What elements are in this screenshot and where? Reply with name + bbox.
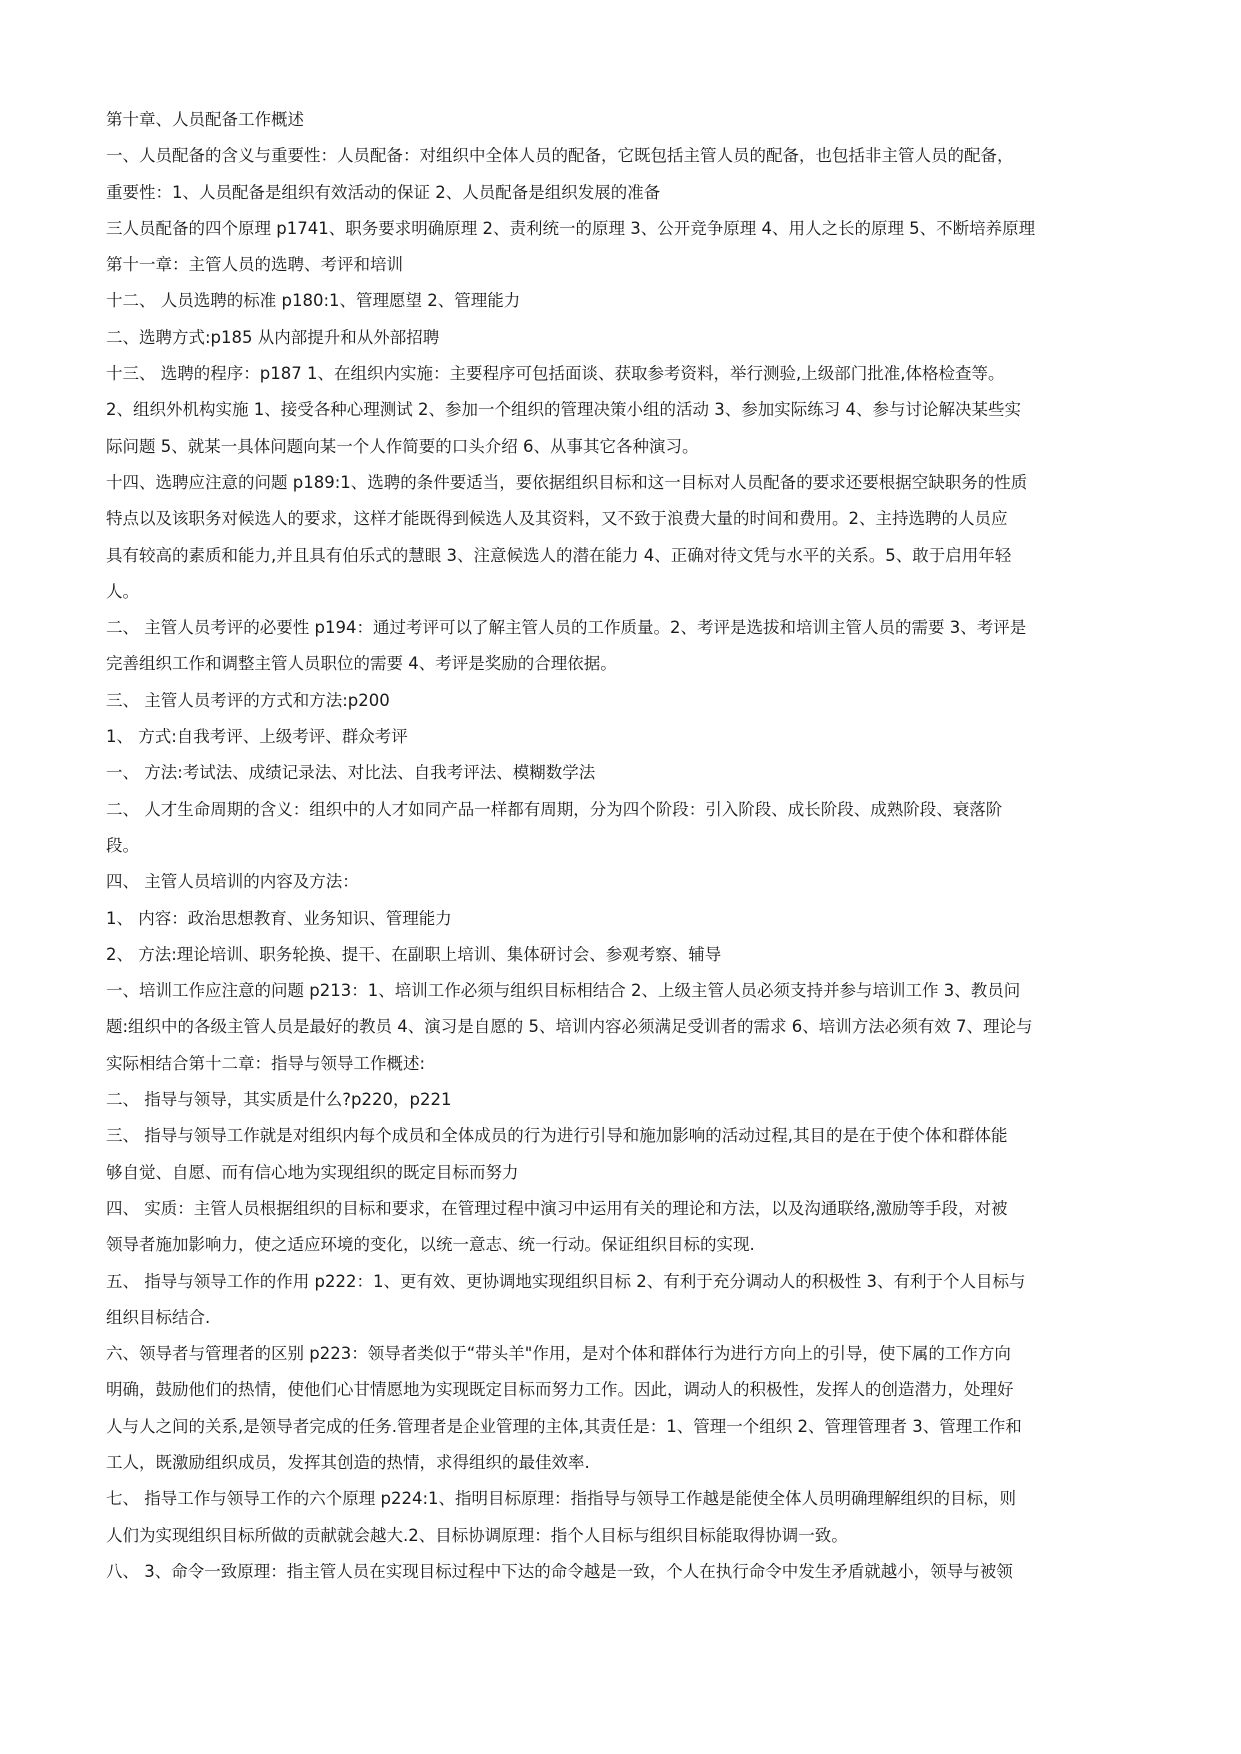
text-line: 1、 方式:自我考评、上级考评、群众考评 bbox=[106, 727, 408, 747]
text-line: 完善组织工作和调整主管人员职位的需要 4、考评是奖励的合理依据。 bbox=[106, 654, 617, 674]
text-line: 四、 主管人员培训的内容及方法： bbox=[106, 872, 359, 892]
text-line: 题:组织中的各级主管人员是最好的教员 4、演习是自愿的 5、培训内容必须满足受训者的需求 6、培训方法必须有效 7、理论与 bbox=[106, 1017, 1033, 1037]
text-line: 二、 人才生命周期的含义：组织中的人才如同产品一样都有周期，分为四个阶段：引入阶段、成长阶段、成熟阶段、衰落阶 bbox=[106, 799, 1003, 819]
text-line: 七、 指导工作与领导工作的六个原理 p224:1、指明目标原理：指指导与领导工作越是能使全体人员明确理解组织的目标，则 bbox=[106, 1489, 1017, 1509]
text-line: 具有较高的素质和能力,并且具有伯乐式的慧眼 3、注意候选人的潜在能力 4、正确对待文凭与水平的关系。5、敢于启用年轻 bbox=[106, 545, 1012, 565]
text-line: 十四、选聘应注意的问题 p189:1、选聘的条件要适当，要依据组织目标和这一目标对人员配备的要求还要根据空缺职务的性质 bbox=[106, 472, 1028, 492]
text-line: 领导者施加影响力，使之适应环境的变化，以统一意志、统一行动。保证组织目标的实现. bbox=[106, 1235, 755, 1255]
text-line: 人们为实现组织目标所做的贡献就会越大.2、目标协调原理：指个人目标与组织目标能取得协调一致。 bbox=[106, 1525, 848, 1545]
text-line: 重要性：1、人员配备是组织有效活动的保证 2、人员配备是组织发展的准备 bbox=[106, 182, 661, 202]
text-line: 二、 主管人员考评的必要性 p194：通过考评可以了解主管人员的工作质量。2、考评是选拔和培训主管人员的需要 3、考评是 bbox=[106, 618, 1027, 638]
text-line: 第十章、人员配备工作概述 bbox=[106, 110, 304, 129]
text-line: 人与人之间的关系,是领导者完成的任务.管理者是企业管理的主体,其责任是：1、管理一个组织 2、管理管理者 3、管理工作和 bbox=[106, 1416, 1022, 1436]
text-line: 人。 bbox=[106, 581, 139, 601]
text-line: 特点以及该职务对候选人的要求，这样才能既得到候选人及其资料，又不致于浪费大量的时间和费用。2、主持选聘的人员应 bbox=[106, 509, 1008, 529]
document-body bbox=[106, 102, 1146, 1590]
text-line: 二、选聘方式:p185 从内部提升和从外部招聘 bbox=[106, 327, 440, 347]
text-line: 十三、 选聘的程序：p187 1、在组织内实施：主要程序可包括面谈、获取参考资料，举行测验,上级部门批准,体格检查等。 bbox=[106, 364, 1005, 384]
text-line: 五、 指导与领导工作的作用 p222：1、更有效、更协调地实现组织目标 2、有利于充分调动人的积极性 3、有利于个人目标与 bbox=[106, 1271, 1026, 1291]
text-line: 第十一章：主管人员的选聘、考评和培训 bbox=[106, 255, 403, 275]
text-line: 够自觉、自愿、而有信心地为实现组织的既定目标而努力 bbox=[106, 1162, 519, 1182]
text-line: 八、 3、命令一致原理：指主管人员在实现目标过程中下达的命令越是一致，个人在执行命令中发生矛盾就越小，领导与被领 bbox=[106, 1561, 1013, 1581]
text-line: 十二、 人员选聘的标准 p180:1、管理愿望 2、管理能力 bbox=[106, 291, 521, 311]
text-line: 三人员配备的四个原理 p1741、职务要求明确原理 2、责利统一的原理 3、公开竞争原理 4、用人之长的原理 5、不断培养原理 bbox=[106, 218, 1036, 238]
text-line: 六、领导者与管理者的区别 p223：领导者类似于“带头羊"作用，是对个体和群体行为进行方向上的引导，使下属的工作方向 bbox=[106, 1344, 1011, 1364]
text-line: 四、 实质：主管人员根据组织的目标和要求，在管理过程中演习中运用有关的理论和方法，以及沟通联络,激励等手段，对被 bbox=[106, 1198, 1008, 1218]
text-line: 工人，既激励组织成员，发挥其创造的热情，求得组织的最佳效率. bbox=[106, 1452, 590, 1472]
text-line: 际问题 5、就某一具体问题向某一个人作简要的口头介绍 6、从事其它各种演习。 bbox=[106, 436, 699, 456]
text-line: 实际相结合第十二章：指导与领导工作概述: bbox=[106, 1053, 426, 1073]
text-line: 2、 方法:理论培训、职务轮换、提干、在副职上培训、集体研讨会、参观考察、辅导 bbox=[106, 944, 722, 964]
text-line: 一、 方法:考试法、成绩记录法、对比法、自我考评法、模糊数学法 bbox=[106, 763, 596, 783]
text-line: 一、培训工作应注意的问题 p213：1、培训工作必须与组织目标相结合 2、上级主管人员必须支持并参与培训工作 3、教员问 bbox=[106, 981, 1021, 1001]
text-line: 2、组织外机构实施 1、接受各种心理测试 2、参加一个组织的管理决策小组的活动 3、参加实际练习 4、参与讨论解决某些实 bbox=[106, 400, 1021, 420]
text-line: 三、 指导与领导工作就是对组织内每个成员和全体成员的行为进行引导和施加影响的活动过程,其目的是在于使个体和群体能 bbox=[106, 1126, 1008, 1146]
text-line: 明确，鼓励他们的热情，使他们心甘情愿地为实现既定目标而努力工作。因此，调动人的积极性，发挥人的创造潜力，处理好 bbox=[106, 1380, 1014, 1400]
text-line: 1、 内容：政治思想教育、业务知识、管理能力 bbox=[106, 908, 452, 928]
text-line: 一、人员配备的含义与重要性：人员配备：对组织中全体人员的配备，它既包括主管人员的配备，也包括非主管人员的配备， bbox=[106, 146, 1014, 166]
text-line: 组织目标结合. bbox=[106, 1307, 211, 1327]
text-line: 段。 bbox=[106, 835, 139, 855]
text-line: 二、 指导与领导，其实质是什么?p220，p221 bbox=[106, 1090, 452, 1110]
text-line: 三、 主管人员考评的方式和方法:p200 bbox=[106, 690, 390, 710]
